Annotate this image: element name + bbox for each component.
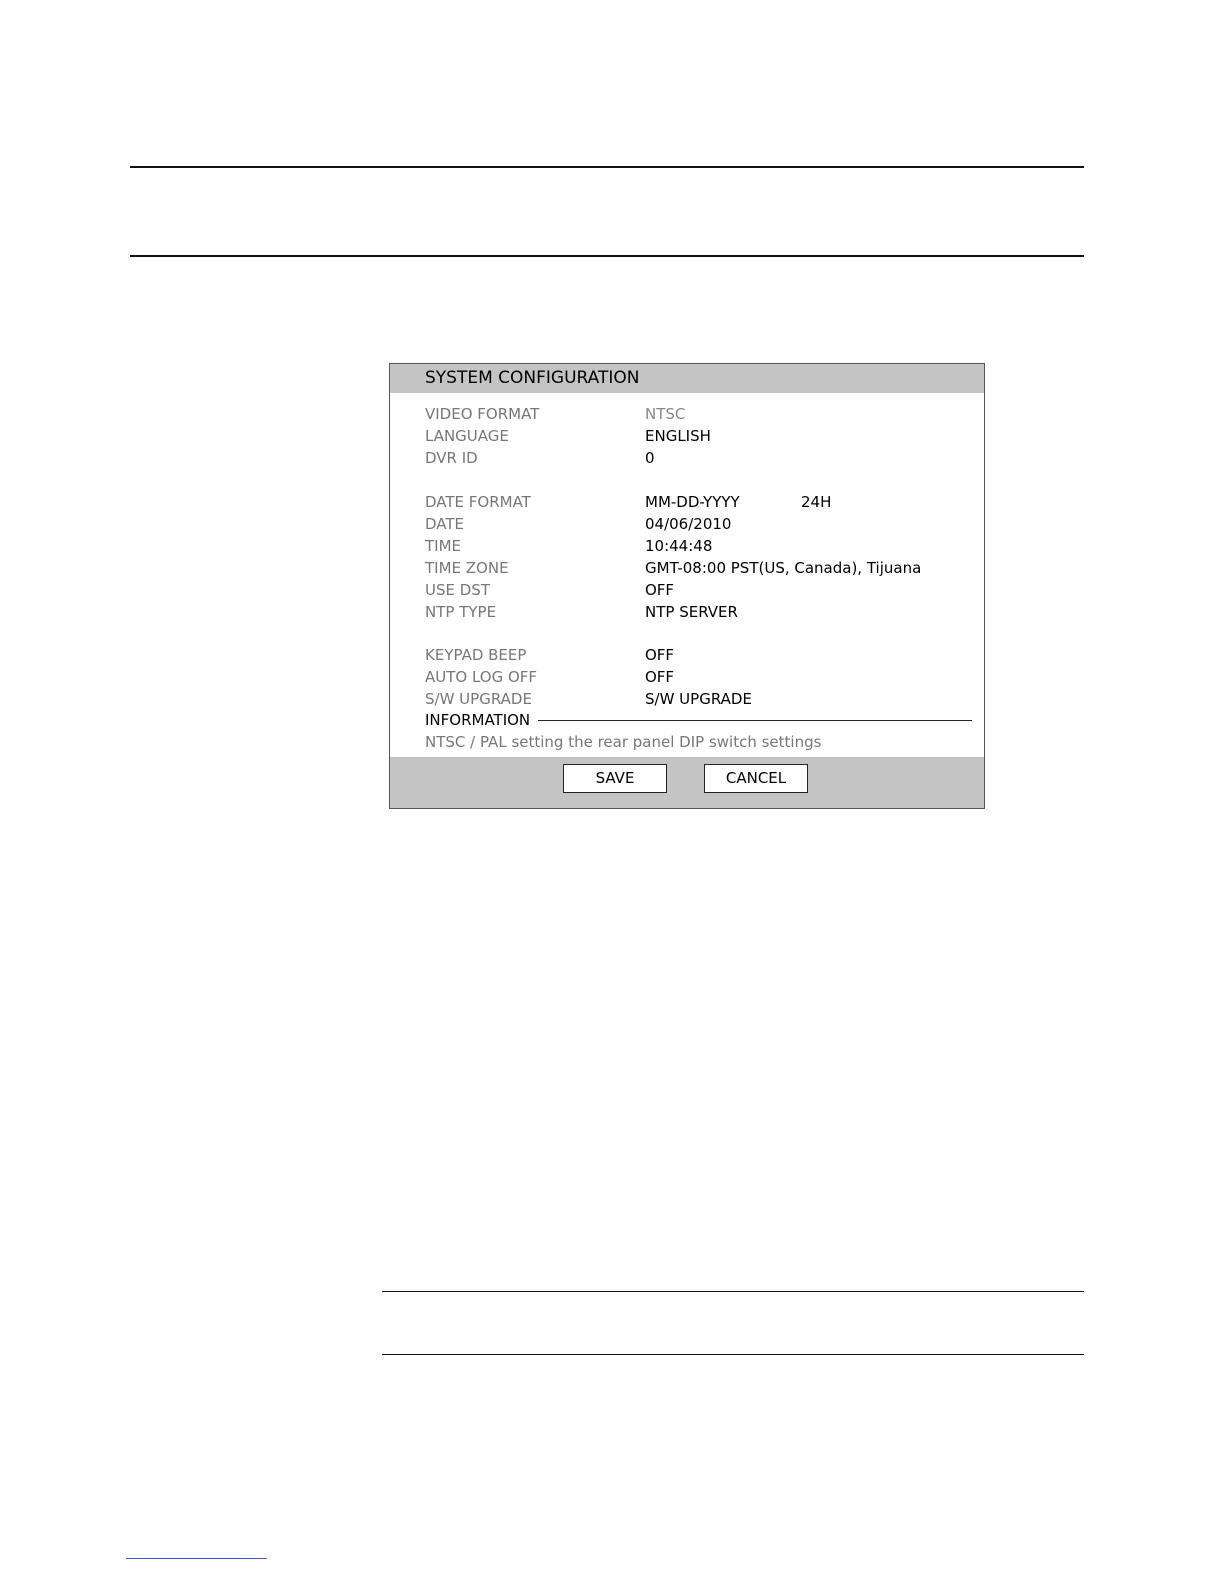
keypad-beep-value[interactable]: OFF [645,646,675,664]
cancel-button[interactable]: CANCEL [704,764,808,793]
dvr-id-value[interactable]: 0 [645,449,655,467]
dialog-title-bar [390,364,984,393]
dvr-id-label: DVR ID [425,449,478,467]
footer-link-underline [126,1558,267,1559]
sw-upgrade-label: S/W UPGRADE [425,690,532,708]
sw-upgrade-value[interactable]: S/W UPGRADE [645,690,752,708]
information-label: INFORMATION [425,710,533,730]
header-bottom-rule [130,255,1084,257]
video-format-label: VIDEO FORMAT [425,405,540,423]
date-format-label: DATE FORMAT [425,493,531,511]
date-value[interactable]: 04/06/2010 [645,515,732,533]
auto-log-off-label: AUTO LOG OFF [425,668,538,686]
time-zone-value[interactable]: GMT-08:00 PST(US, Canada), Tijuana [645,559,922,577]
time-label: TIME [425,537,462,555]
information-text: NTSC / PAL setting the rear panel DIP switch settings [425,733,822,751]
time-value[interactable]: 10:44:48 [645,537,713,555]
section-top-rule [382,1291,1084,1292]
header-top-rule [130,166,1084,168]
language-label: LANGUAGE [425,427,509,445]
information-divider [538,720,972,721]
date-label: DATE [425,515,465,533]
dialog-footer [390,757,984,808]
time-zone-label: TIME ZONE [425,559,509,577]
save-button[interactable]: SAVE [563,764,667,793]
auto-log-off-value[interactable]: OFF [645,668,675,686]
ntp-type-value[interactable]: NTP SERVER [645,603,738,621]
system-configuration-dialog [389,363,985,809]
language-value[interactable]: ENGLISH [645,427,711,445]
ntp-type-label: NTP TYPE [425,603,497,621]
use-dst-label: USE DST [425,581,490,599]
section-bottom-rule [382,1354,1084,1355]
video-format-value: NTSC [645,405,686,423]
dialog-title: SYSTEM CONFIGURATION [425,368,640,388]
keypad-beep-label: KEYPAD BEEP [425,646,527,664]
time-format-value[interactable]: 24H [801,493,832,511]
date-format-value[interactable]: MM-DD-YYYY [645,493,740,511]
use-dst-value[interactable]: OFF [645,581,675,599]
